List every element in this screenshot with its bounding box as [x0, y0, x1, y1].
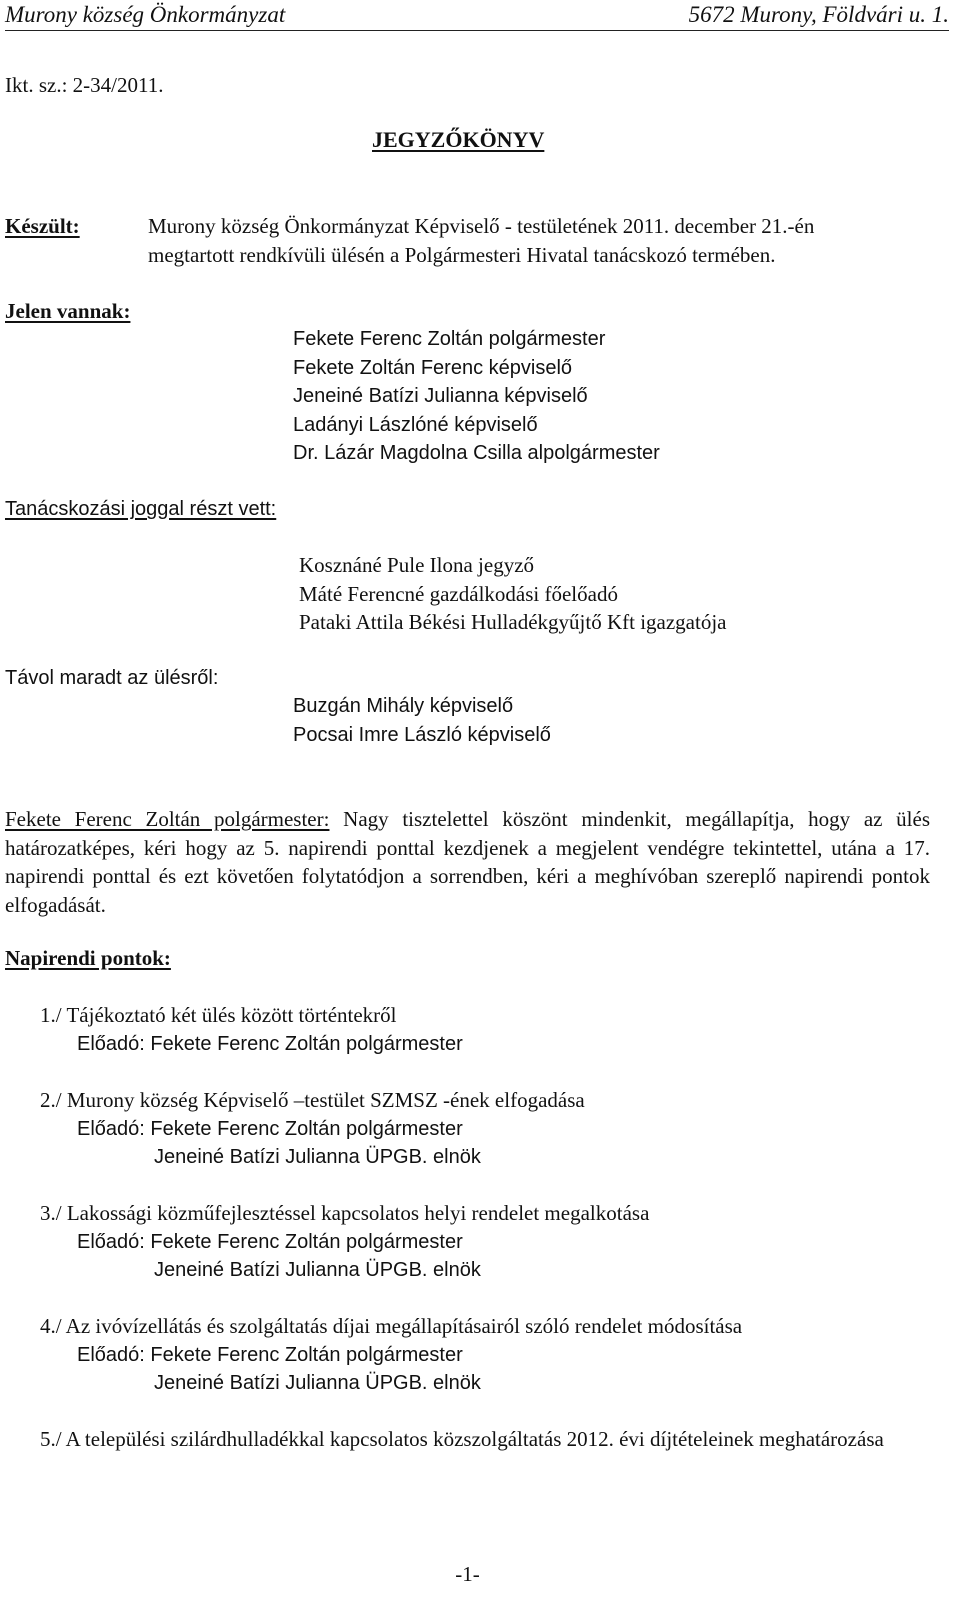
absent-member: Pocsai Imre László képviselő [293, 723, 551, 746]
jelen-vannak-label: Jelen vannak: [5, 299, 131, 323]
keszult-label: Készült: [5, 214, 80, 238]
attendee: Jeneiné Batízi Julianna képviselő [293, 385, 588, 407]
page-number: -1- [455, 1562, 480, 1586]
tavol-list [293, 692, 551, 749]
tanacskozasi-list [299, 551, 727, 637]
advisory-participant: Pataki Attila Békési Hulladékgyűjtő Kft igazgatója [299, 610, 727, 634]
attendee: Ladányi Lászlóné képviselő [293, 413, 538, 436]
agenda-item-presenter: Előadó: Fekete Ferenc Zoltán polgármester [77, 1117, 463, 1140]
opening-text: Nagy tisztelettel köszönt mindenkit, megállapítja, hogy az ülés határozatképes, kéri hogy az 5. napirendi ponttal kezdjenek a megjelent vendégre tekintettel, utána a 17. napirendi ponttal és ezt követően folytatódjon a sorrendben, kéri a meghívóban szereplő napirendi pontok elfogadását. [5, 807, 931, 917]
agenda-item-5 [40, 1425, 930, 1454]
agenda-item-2 [40, 1086, 932, 1172]
agenda-item-3 [40, 1199, 932, 1285]
attendee: Fekete Ferenc Zoltán polgármester [293, 328, 606, 350]
agenda-item-presenter: Előadó: Fekete Ferenc Zoltán polgármester [77, 1032, 463, 1055]
keszult-text [148, 212, 814, 269]
agenda-item-presenter: Előadó: Fekete Ferenc Zoltán polgármester [77, 1343, 463, 1366]
agenda-item-copresenter: Jeneiné Batízi Julianna ÜPGB. elnök [154, 1146, 481, 1168]
attendee: Fekete Zoltán Ferenc képviselő [293, 356, 573, 379]
reference-number: Ikt. sz.: 2-34/2011. [5, 73, 164, 97]
jelen-vannak-list [293, 325, 660, 468]
agenda-item-presenter: Előadó: Fekete Ferenc Zoltán polgármester [77, 1230, 463, 1253]
absent-member: Buzgán Mihály képviselő [293, 695, 514, 717]
document-title: JEGYZŐKÖNYV [372, 127, 545, 152]
opening-speaker: Fekete Ferenc Zoltán polgármester: [5, 807, 330, 831]
agenda-item-title: 2./ Murony község Képviselő –testület SZMSZ -ének elfogadása [40, 1088, 585, 1112]
tavol-label: Távol maradt az ülésről: [5, 667, 219, 689]
agenda-item-title: 4./ Az ivóvízellátás és szolgáltatás díjai megállapításairól szóló rendelet módosítása [40, 1314, 743, 1338]
advisory-participant: Máté Ferencné gazdálkodási főelőadó [299, 581, 618, 606]
agenda-item-title: 3./ Lakossági közműfejlesztéssel kapcsolatos helyi rendelet megalkotása [40, 1201, 650, 1225]
attendee: Dr. Lázár Magdolna Csilla alpolgármester [293, 442, 660, 464]
header-organization: Murony község Önkormányzat [5, 2, 286, 27]
header-rule [5, 30, 949, 31]
advisory-participant: Kosznáné Pule Ilona jegyző [299, 553, 535, 577]
agenda-heading: Napirendi pontok: [5, 946, 171, 970]
keszult-line: Murony község Önkormányzat Képviselő - testületének 2011. december 21.-én [148, 214, 815, 238]
agenda-item-1 [40, 1001, 932, 1058]
opening-paragraph [5, 805, 930, 919]
tanacskozasi-label: Tanácskozási joggal részt vett: [5, 498, 277, 520]
agenda-item-4 [40, 1312, 932, 1398]
agenda-item-copresenter: Jeneiné Batízi Julianna ÜPGB. elnök [154, 1372, 481, 1394]
agenda-item-title: 1./ Tájékoztató két ülés között történtekről [40, 1003, 397, 1027]
agenda-item-copresenter: Jeneiné Batízi Julianna ÜPGB. elnök [154, 1259, 481, 1281]
keszult-line: megtartott rendkívüli ülésén a Polgármesteri Hivatal tanácskozó termében. [148, 242, 776, 267]
agenda-item-title: 5./ A települési szilárdhulladékkal kapcsolatos közszolgáltatás 2012. évi díjtételeinek meghatározása [40, 1427, 884, 1451]
header-address: 5672 Murony, Földvári u. 1. [688, 2, 949, 27]
